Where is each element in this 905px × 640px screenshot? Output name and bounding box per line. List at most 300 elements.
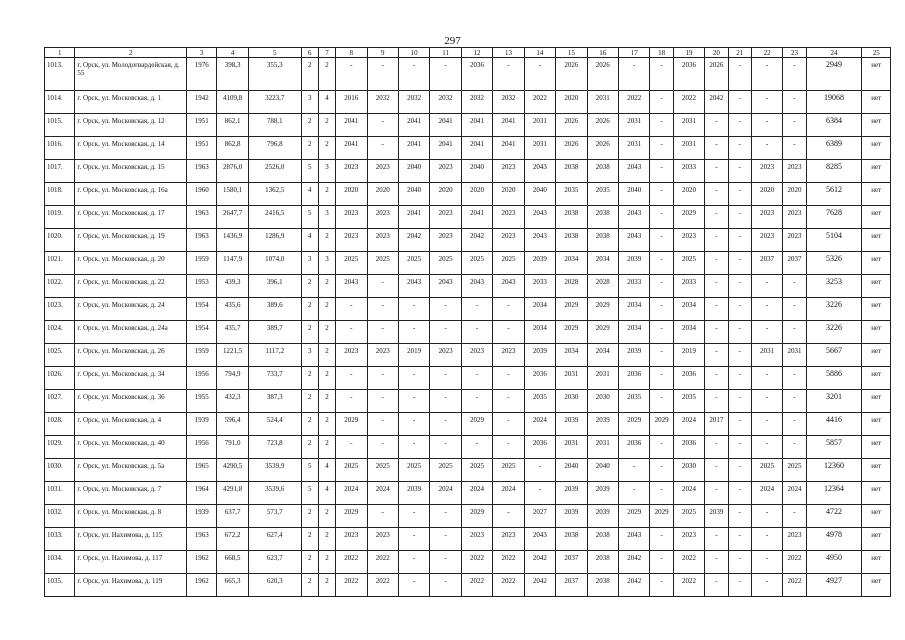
table-cell: 2026: [587, 114, 618, 137]
table-cell: 2041: [398, 137, 429, 160]
row-number-cell: 1035.: [45, 574, 75, 597]
table-cell: -: [430, 413, 461, 436]
table-row: [45, 551, 891, 574]
page-number: 297: [444, 35, 461, 47]
table-cell: 2023: [751, 229, 782, 252]
table-cell: -: [783, 390, 806, 413]
table-cell: 2026: [587, 137, 618, 160]
table-cell: 2037: [556, 551, 587, 574]
table-cell: 5: [301, 206, 318, 229]
table-cell: -: [728, 459, 751, 482]
table-cell: 2030: [556, 390, 587, 413]
table-cell: -: [728, 252, 751, 275]
table-cell: 862,1: [217, 114, 248, 137]
table-cell: -: [650, 160, 673, 183]
table-row: [45, 413, 891, 436]
table-cell: нет: [862, 275, 891, 298]
table-cell: 2039: [524, 344, 555, 367]
table-cell: -: [650, 321, 673, 344]
table-cell: 2023: [336, 528, 367, 551]
table-cell: -: [705, 551, 728, 574]
table-cell: 2043: [493, 275, 524, 298]
table-cell: 2: [318, 505, 335, 528]
table-row: [45, 298, 891, 321]
table-row: [45, 229, 891, 252]
table-cell: -: [398, 321, 429, 344]
table-cell: 2032: [493, 91, 524, 114]
table-cell: 2022: [461, 551, 492, 574]
table-cell: -: [705, 574, 728, 597]
column-number-18: 18: [650, 48, 673, 58]
table-cell: 2025: [430, 459, 461, 482]
table-cell: -: [461, 321, 492, 344]
table-cell: 2024: [673, 482, 704, 505]
table-cell: 2020: [430, 183, 461, 206]
table-cell: 2041: [398, 114, 429, 137]
table-cell: -: [751, 137, 782, 160]
address-cell: г. Орск, ул. Московская, д. 36: [75, 390, 187, 413]
table-cell: 355,3: [248, 58, 301, 91]
table-cell: -: [398, 413, 429, 436]
table-cell: 2026: [587, 58, 618, 91]
table-cell: -: [650, 206, 673, 229]
table-cell: 2027: [524, 505, 555, 528]
address-cell: г. Орск, ул. Московская, д. 22: [75, 275, 187, 298]
table-cell: 2023: [367, 528, 398, 551]
table-cell: 2: [318, 344, 335, 367]
table-cell: 2025: [430, 252, 461, 275]
table-cell: 2031: [619, 137, 650, 160]
table-cell: 2023: [367, 206, 398, 229]
table-row: [45, 160, 891, 183]
table-cell: нет: [862, 321, 891, 344]
table-cell: 2031: [524, 114, 555, 137]
table-cell: 2022: [493, 574, 524, 597]
address-cell: г. Орск, ул. Московская, д. 16а: [75, 183, 187, 206]
table-cell: 2: [318, 229, 335, 252]
table-cell: -: [493, 367, 524, 390]
table-cell: -: [705, 275, 728, 298]
table-cell: 2033: [524, 275, 555, 298]
table-cell: -: [751, 551, 782, 574]
table-cell: -: [430, 321, 461, 344]
table-cell: 794,9: [217, 367, 248, 390]
table-cell: 2023: [751, 206, 782, 229]
row-number-cell: 1017.: [45, 160, 75, 183]
table-cell: 2043: [619, 160, 650, 183]
table-cell: -: [493, 413, 524, 436]
table-cell: нет: [862, 367, 891, 390]
table-cell: 2023: [673, 528, 704, 551]
table-cell: 2031: [673, 137, 704, 160]
table-cell: -: [783, 114, 806, 137]
table-cell: -: [619, 459, 650, 482]
table-cell: 2036: [524, 436, 555, 459]
table-cell: 2042: [524, 574, 555, 597]
table-cell: 2022: [493, 551, 524, 574]
table-cell: 796,8: [248, 137, 301, 160]
table-cell: -: [728, 321, 751, 344]
table-row: [45, 344, 891, 367]
table-cell: 2029: [673, 206, 704, 229]
table-cell: -: [493, 298, 524, 321]
table-row: [45, 91, 891, 114]
table-cell: 2: [301, 390, 318, 413]
table-cell: -: [705, 206, 728, 229]
column-number-6: 6: [301, 48, 318, 58]
table-cell: -: [728, 436, 751, 459]
table-cell: 2020: [336, 183, 367, 206]
table-cell: -: [336, 321, 367, 344]
table-cell: -: [493, 321, 524, 344]
table-cell: нет: [862, 206, 891, 229]
table-cell: -: [783, 137, 806, 160]
table-cell: -: [650, 137, 673, 160]
table-cell: 2042: [398, 229, 429, 252]
table-cell: -: [705, 160, 728, 183]
table-cell: 3: [301, 252, 318, 275]
table-cell: -: [430, 367, 461, 390]
table-cell: 2039: [556, 482, 587, 505]
table-cell: 2016: [336, 91, 367, 114]
table-cell: 672,2: [217, 528, 248, 551]
table-cell: -: [783, 58, 806, 91]
table-cell: 2038: [587, 528, 618, 551]
table-cell: -: [783, 275, 806, 298]
table-cell: 2041: [493, 114, 524, 137]
table-cell: 1956: [187, 367, 217, 390]
table-cell: -: [367, 275, 398, 298]
table-cell: 2: [318, 574, 335, 597]
row-number-cell: 1030.: [45, 459, 75, 482]
table-cell: 2038: [587, 574, 618, 597]
table-cell: 2034: [673, 321, 704, 344]
table-cell: 2037: [556, 574, 587, 597]
table-cell: -: [619, 482, 650, 505]
table-row: [45, 459, 891, 482]
table-cell: 12360: [806, 459, 862, 482]
table-row: [45, 528, 891, 551]
table-cell: 2039: [556, 413, 587, 436]
table-row: [45, 206, 891, 229]
table-cell: 2036: [619, 436, 650, 459]
column-number-19: 19: [673, 48, 704, 58]
table-cell: 2025: [398, 252, 429, 275]
table-cell: -: [367, 436, 398, 459]
table-cell: 2032: [398, 91, 429, 114]
table-cell: 439,3: [217, 275, 248, 298]
table-cell: 2034: [619, 321, 650, 344]
table-cell: 4109,8: [217, 91, 248, 114]
table-cell: 2025: [493, 459, 524, 482]
table-cell: 637,7: [217, 505, 248, 528]
table-cell: 2043: [524, 206, 555, 229]
table-cell: 2031: [619, 114, 650, 137]
table-cell: 2025: [336, 252, 367, 275]
table-cell: -: [650, 459, 673, 482]
table-cell: 4: [318, 482, 335, 505]
table-cell: 2043: [336, 275, 367, 298]
address-cell: г. Орск, ул. Московская, д. 14: [75, 137, 187, 160]
row-number-cell: 1034.: [45, 551, 75, 574]
table-cell: нет: [862, 344, 891, 367]
table-cell: -: [461, 367, 492, 390]
row-number-cell: 1027.: [45, 390, 75, 413]
table-cell: 2035: [619, 390, 650, 413]
table-cell: -: [705, 298, 728, 321]
table-cell: 2023: [783, 229, 806, 252]
table-cell: 1963: [187, 229, 217, 252]
table-cell: -: [728, 551, 751, 574]
table-cell: 2029: [336, 413, 367, 436]
table-cell: 19068: [806, 91, 862, 114]
column-number-10: 10: [398, 48, 429, 58]
row-number-cell: 1024.: [45, 321, 75, 344]
table-cell: -: [705, 390, 728, 413]
table-cell: 2031: [587, 436, 618, 459]
table-cell: -: [783, 298, 806, 321]
table-cell: 2: [301, 505, 318, 528]
table-cell: 3: [318, 252, 335, 275]
table-cell: 2020: [556, 91, 587, 114]
table-cell: -: [398, 367, 429, 390]
table-cell: 2029: [587, 321, 618, 344]
table-cell: 435,7: [217, 321, 248, 344]
table-cell: 2040: [556, 459, 587, 482]
table-cell: 2025: [398, 459, 429, 482]
table-row: [45, 482, 891, 505]
table-cell: 620,3: [248, 574, 301, 597]
table-cell: 1960: [187, 183, 217, 206]
table-cell: 3226: [806, 321, 862, 344]
address-cell: г. Орск, ул. Московская, д. 5а: [75, 459, 187, 482]
table-cell: нет: [862, 137, 891, 160]
table-cell: нет: [862, 482, 891, 505]
table-cell: -: [751, 58, 782, 91]
table-row: [45, 114, 891, 137]
table-cell: 2023: [493, 344, 524, 367]
table-row: [45, 436, 891, 459]
table-cell: 2: [318, 58, 335, 91]
table-cell: 2043: [524, 229, 555, 252]
table-cell: 2034: [524, 298, 555, 321]
column-number-23: 23: [783, 48, 806, 58]
table-cell: 2033: [619, 275, 650, 298]
table-cell: -: [398, 298, 429, 321]
table-cell: -: [336, 436, 367, 459]
table-cell: -: [398, 58, 429, 91]
table-cell: -: [398, 574, 429, 597]
row-number-cell: 1032.: [45, 505, 75, 528]
table-cell: 2024: [751, 482, 782, 505]
table-cell: 398,3: [217, 58, 248, 91]
address-cell: г. Орск, ул. Московская, д. 19: [75, 229, 187, 252]
table-cell: 2949: [806, 58, 862, 91]
table-cell: 5886: [806, 367, 862, 390]
table-cell: 2024: [336, 482, 367, 505]
table-row: [45, 275, 891, 298]
table-cell: 2041: [336, 114, 367, 137]
table-cell: 2025: [336, 459, 367, 482]
table-cell: 623,7: [248, 551, 301, 574]
address-cell: г. Орск, ул. Московская, д. 12: [75, 114, 187, 137]
table-cell: -: [367, 367, 398, 390]
table-cell: 2: [318, 367, 335, 390]
table-cell: 6384: [806, 114, 862, 137]
table-cell: -: [367, 114, 398, 137]
table-cell: 1954: [187, 298, 217, 321]
table-cell: 2040: [398, 160, 429, 183]
table-cell: 1963: [187, 206, 217, 229]
address-cell: г. Орск, ул. Московская, д. 17: [75, 206, 187, 229]
table-row: [45, 367, 891, 390]
table-cell: -: [430, 298, 461, 321]
table-cell: -: [398, 528, 429, 551]
table-cell: 387,3: [248, 390, 301, 413]
column-number-22: 22: [751, 48, 782, 58]
table-cell: 2023: [493, 528, 524, 551]
table-cell: 1074,0: [248, 252, 301, 275]
table-cell: 2: [301, 321, 318, 344]
table-cell: 2031: [587, 91, 618, 114]
table-cell: 2038: [556, 229, 587, 252]
table-cell: 2029: [619, 413, 650, 436]
table-cell: 2: [318, 183, 335, 206]
table-cell: -: [650, 275, 673, 298]
table-cell: -: [728, 574, 751, 597]
table-cell: -: [728, 137, 751, 160]
table-cell: 2031: [556, 436, 587, 459]
table-cell: 432,3: [217, 390, 248, 413]
table-cell: нет: [862, 114, 891, 137]
table-cell: 2043: [524, 160, 555, 183]
table-cell: -: [728, 229, 751, 252]
table-cell: -: [650, 528, 673, 551]
table-cell: -: [728, 367, 751, 390]
table-cell: -: [650, 436, 673, 459]
address-cell: г. Орск, ул. Московская, д. 40: [75, 436, 187, 459]
table-cell: 2040: [398, 183, 429, 206]
table-cell: -: [398, 390, 429, 413]
table-cell: -: [367, 505, 398, 528]
table-cell: -: [650, 229, 673, 252]
table-cell: 2029: [556, 321, 587, 344]
table-cell: -: [728, 482, 751, 505]
table-cell: 2023: [493, 229, 524, 252]
table-cell: -: [367, 321, 398, 344]
table-cell: 2022: [673, 551, 704, 574]
table-cell: 2035: [556, 183, 587, 206]
table-cell: -: [461, 390, 492, 413]
table-cell: 2039: [398, 482, 429, 505]
table-cell: 2029: [336, 505, 367, 528]
table-cell: -: [398, 505, 429, 528]
table-cell: -: [650, 367, 673, 390]
table-cell: 2023: [493, 160, 524, 183]
table-cell: 2023: [461, 344, 492, 367]
table-cell: 2039: [705, 505, 728, 528]
table-cell: -: [336, 298, 367, 321]
table-cell: -: [430, 436, 461, 459]
table-cell: 1580,1: [217, 183, 248, 206]
table-cell: 596,4: [217, 413, 248, 436]
table-cell: 2039: [587, 482, 618, 505]
table-cell: 2023: [367, 160, 398, 183]
table-cell: -: [705, 252, 728, 275]
column-number-14: 14: [524, 48, 555, 58]
column-number-12: 12: [461, 48, 492, 58]
table-cell: 1939: [187, 505, 217, 528]
table-cell: 2022: [673, 574, 704, 597]
table-cell: 2033: [673, 275, 704, 298]
table-cell: 1963: [187, 160, 217, 183]
table-cell: 723,8: [248, 436, 301, 459]
table-cell: 12364: [806, 482, 862, 505]
address-cell: г. Орск, ул. Московская, д. 24: [75, 298, 187, 321]
table-cell: нет: [862, 229, 891, 252]
table-cell: 1955: [187, 390, 217, 413]
row-number-cell: 1018.: [45, 183, 75, 206]
table-cell: 2: [301, 413, 318, 436]
address-cell: г. Орск, ул. Московская, д. 1: [75, 91, 187, 114]
table-cell: 2: [318, 114, 335, 137]
table-cell: -: [751, 436, 782, 459]
table-cell: 2031: [524, 137, 555, 160]
table-cell: 2036: [619, 367, 650, 390]
table-cell: 2: [301, 58, 318, 91]
table-cell: 2043: [461, 275, 492, 298]
table-cell: 2041: [461, 114, 492, 137]
table-cell: 2034: [587, 344, 618, 367]
table-cell: 2025: [461, 459, 492, 482]
table-row: [45, 183, 891, 206]
table-cell: 788,1: [248, 114, 301, 137]
table-cell: 2023: [461, 528, 492, 551]
column-number-5: 5: [248, 48, 301, 58]
table-row: [45, 252, 891, 275]
column-number-3: 3: [187, 48, 217, 58]
table-cell: 5: [301, 482, 318, 505]
table-cell: -: [751, 275, 782, 298]
table-cell: 2022: [336, 574, 367, 597]
column-number-15: 15: [556, 48, 587, 58]
table-cell: 2: [318, 137, 335, 160]
table-cell: 2: [301, 574, 318, 597]
table-cell: 2035: [587, 183, 618, 206]
table-cell: 2: [301, 367, 318, 390]
table-cell: 2: [318, 298, 335, 321]
table-cell: 4927: [806, 574, 862, 597]
table-cell: 1951: [187, 137, 217, 160]
table-cell: 2022: [367, 574, 398, 597]
table-cell: 2041: [493, 137, 524, 160]
table-cell: -: [650, 344, 673, 367]
table-cell: -: [751, 413, 782, 436]
table-cell: 2031: [673, 114, 704, 137]
table-cell: 8285: [806, 160, 862, 183]
table-cell: нет: [862, 160, 891, 183]
table-cell: 2031: [556, 367, 587, 390]
table-cell: 2: [301, 528, 318, 551]
table-cell: -: [650, 58, 673, 91]
table-cell: -: [430, 390, 461, 413]
table-cell: 2022: [524, 91, 555, 114]
table-cell: -: [751, 574, 782, 597]
table-cell: 2024: [367, 482, 398, 505]
table-cell: 2028: [587, 275, 618, 298]
table-cell: 1954: [187, 321, 217, 344]
address-cell: г. Орск, ул. Молодогвардейская, д. 55: [75, 58, 187, 91]
